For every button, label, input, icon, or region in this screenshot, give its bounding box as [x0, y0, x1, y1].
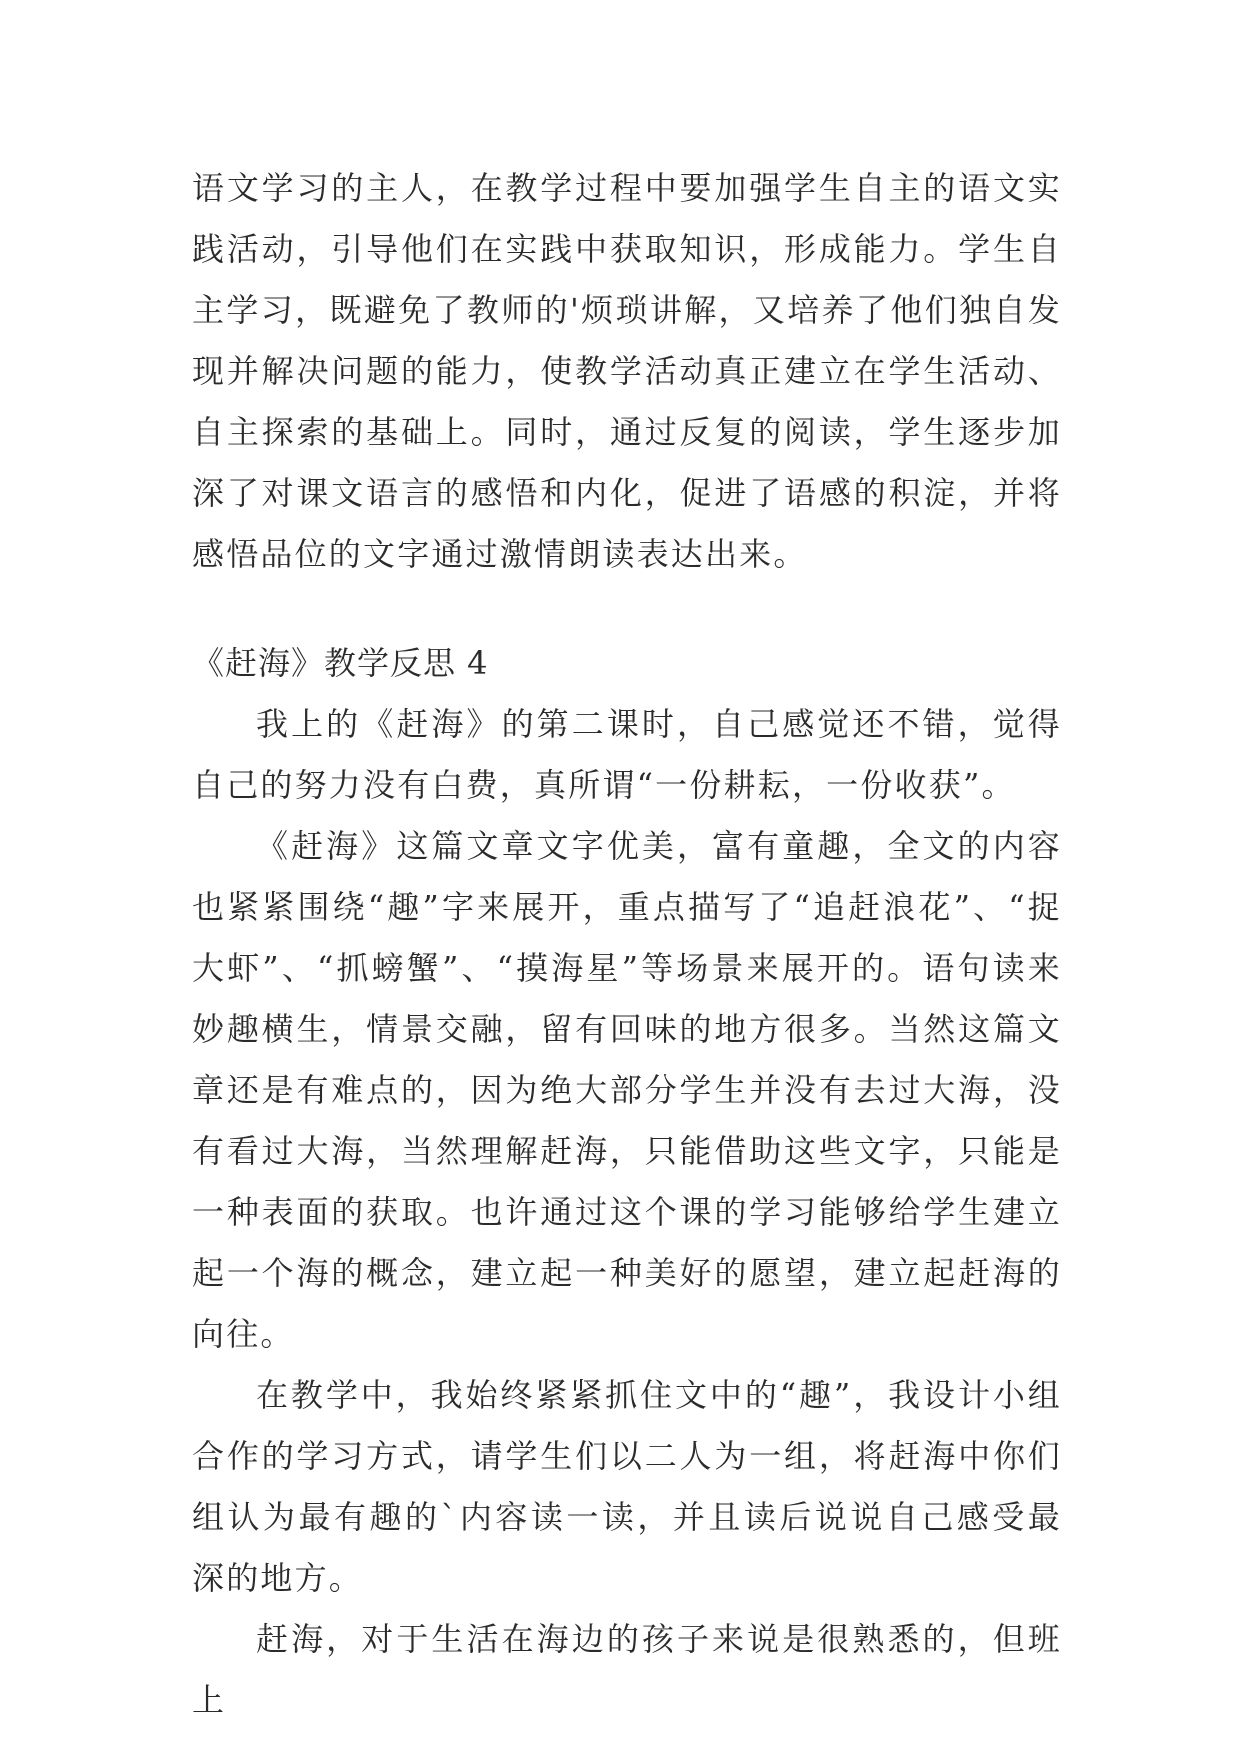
continued-paragraph: 语文学习的主人，在教学过程中要加强学生自主的语文实践活动，引导他们在实践中获取知识，形成能力。学生自主学习，既避免了教师的'烦琐讲解，又培养了他们独自发现并解决问题的能力，使教学活动真正建立在学生活动、自主探索的基础上。同时，通过反复的阅读，学生逐步加深了对课文语言的感悟和内化，促进了语感的积淀，并将感悟品位的文字通过激情朗读表达出来。	[192, 169, 1062, 573]
body-paragraph: 《赶海》这篇文章文字优美，富有童趣，全文的内容也紧紧围绕“趣”字来展开，重点描写了“追赶浪花”、“捉大虾”、“抓螃蟹”、“摸海星”等场景来展开的。语句读来妙趣横生，情景交融，留有回味的地方很多。当然这篇文章还是有难点的，因为绝大部分学生并没有去过大海，没有看过大海，当然理解赶海，只能借助这些文字，只能是一种表面的获取。也许通过这个课的学习能够给学生建立起一个海的概念，建立起一种美好的愿望，建立起赶海的向往。	[192, 827, 1062, 1353]
section-title: 《赶海》教学反思 4	[192, 644, 489, 682]
body-paragraph: 赶海，对于生活在海边的孩子来说是很熟悉的，但班上	[192, 1620, 1062, 1719]
body-paragraph: 我上的《赶海》的第二课时，自己感觉还不错，觉得自己的努力没有白费，真所谓“一份耕耘，一份收获”。	[192, 705, 1062, 804]
document-body	[192, 158, 1062, 1731]
body-paragraph: 在教学中，我始终紧紧抓住文中的“趣”，我设计小组合作的学习方式，请学生们以二人为一组，将赶海中你们组认为最有趣的`内容读一读，并且读后说说自己感受最深的地方。	[192, 1376, 1062, 1597]
